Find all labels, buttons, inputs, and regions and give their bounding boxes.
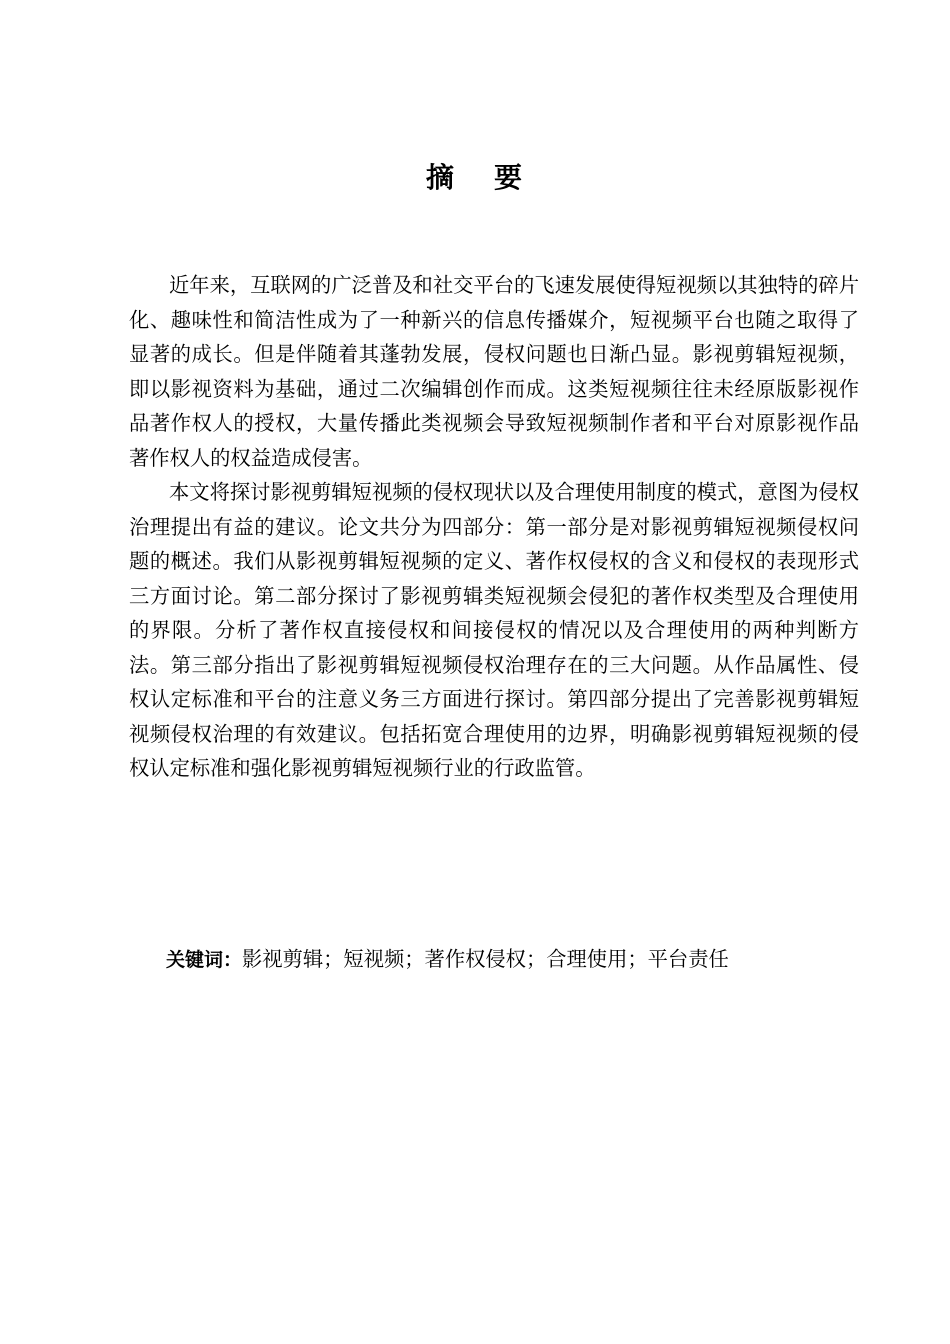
keywords-line xyxy=(166,942,729,977)
abstract-paragraph-2: 本文将探讨影视剪辑短视频的侵权现状以及合理使用制度的模式，意图为侵权治理提出有益的建议。论文共分为四部分：第一部分是对影视剪辑短视频侵权问题的概述。我们从影视剪辑短视频的定义、著作权侵权的含义和侵权的表现形式三方面讨论。第二部分探讨了影视剪辑类短视频会侵犯的著作权类型及合理使用的界限。分析了著作权直接侵权和间接侵权的情况以及合理使用的两种判断方法。第三部分指出了影视剪辑短视频侵权治理存在的三大问题。从作品属性、侵权认定标准和平台的注意义务三方面进行探讨。第四部分提出了完善影视剪辑短视频侵权治理的有效建议。包括拓宽合理使用的边界，明确影视剪辑短视频的侵权认定标准和强化影视剪辑短视频行业的行政监管。 xyxy=(129,480,859,780)
page-title xyxy=(0,158,950,198)
keywords-value: 影视剪辑；短视频；著作权侵权；合理使用；平台责任 xyxy=(242,947,729,971)
abstract-paragraph-1: 近年来，互联网的广泛普及和社交平台的飞速发展使得短视频以其独特的碎片化、趣味性和简洁性成为了一种新兴的信息传播媒介，短视频平台也随之取得了显著的成长。但是伴随着其蓬勃发展，侵权问题也日渐凸显。影视剪辑短视频，即以影视资料为基础，通过二次编辑创作而成。这类短视频往往未经原版影视作品著作权人的授权，大量传播此类视频会导致短视频制作者和平台对原影视作品著作权人的权益造成侵害。 xyxy=(129,273,859,470)
title-char-2: 要 xyxy=(494,161,525,194)
title-char-1: 摘 xyxy=(425,161,456,194)
abstract-body xyxy=(129,268,859,786)
keywords-label: 关键词： xyxy=(166,949,243,971)
